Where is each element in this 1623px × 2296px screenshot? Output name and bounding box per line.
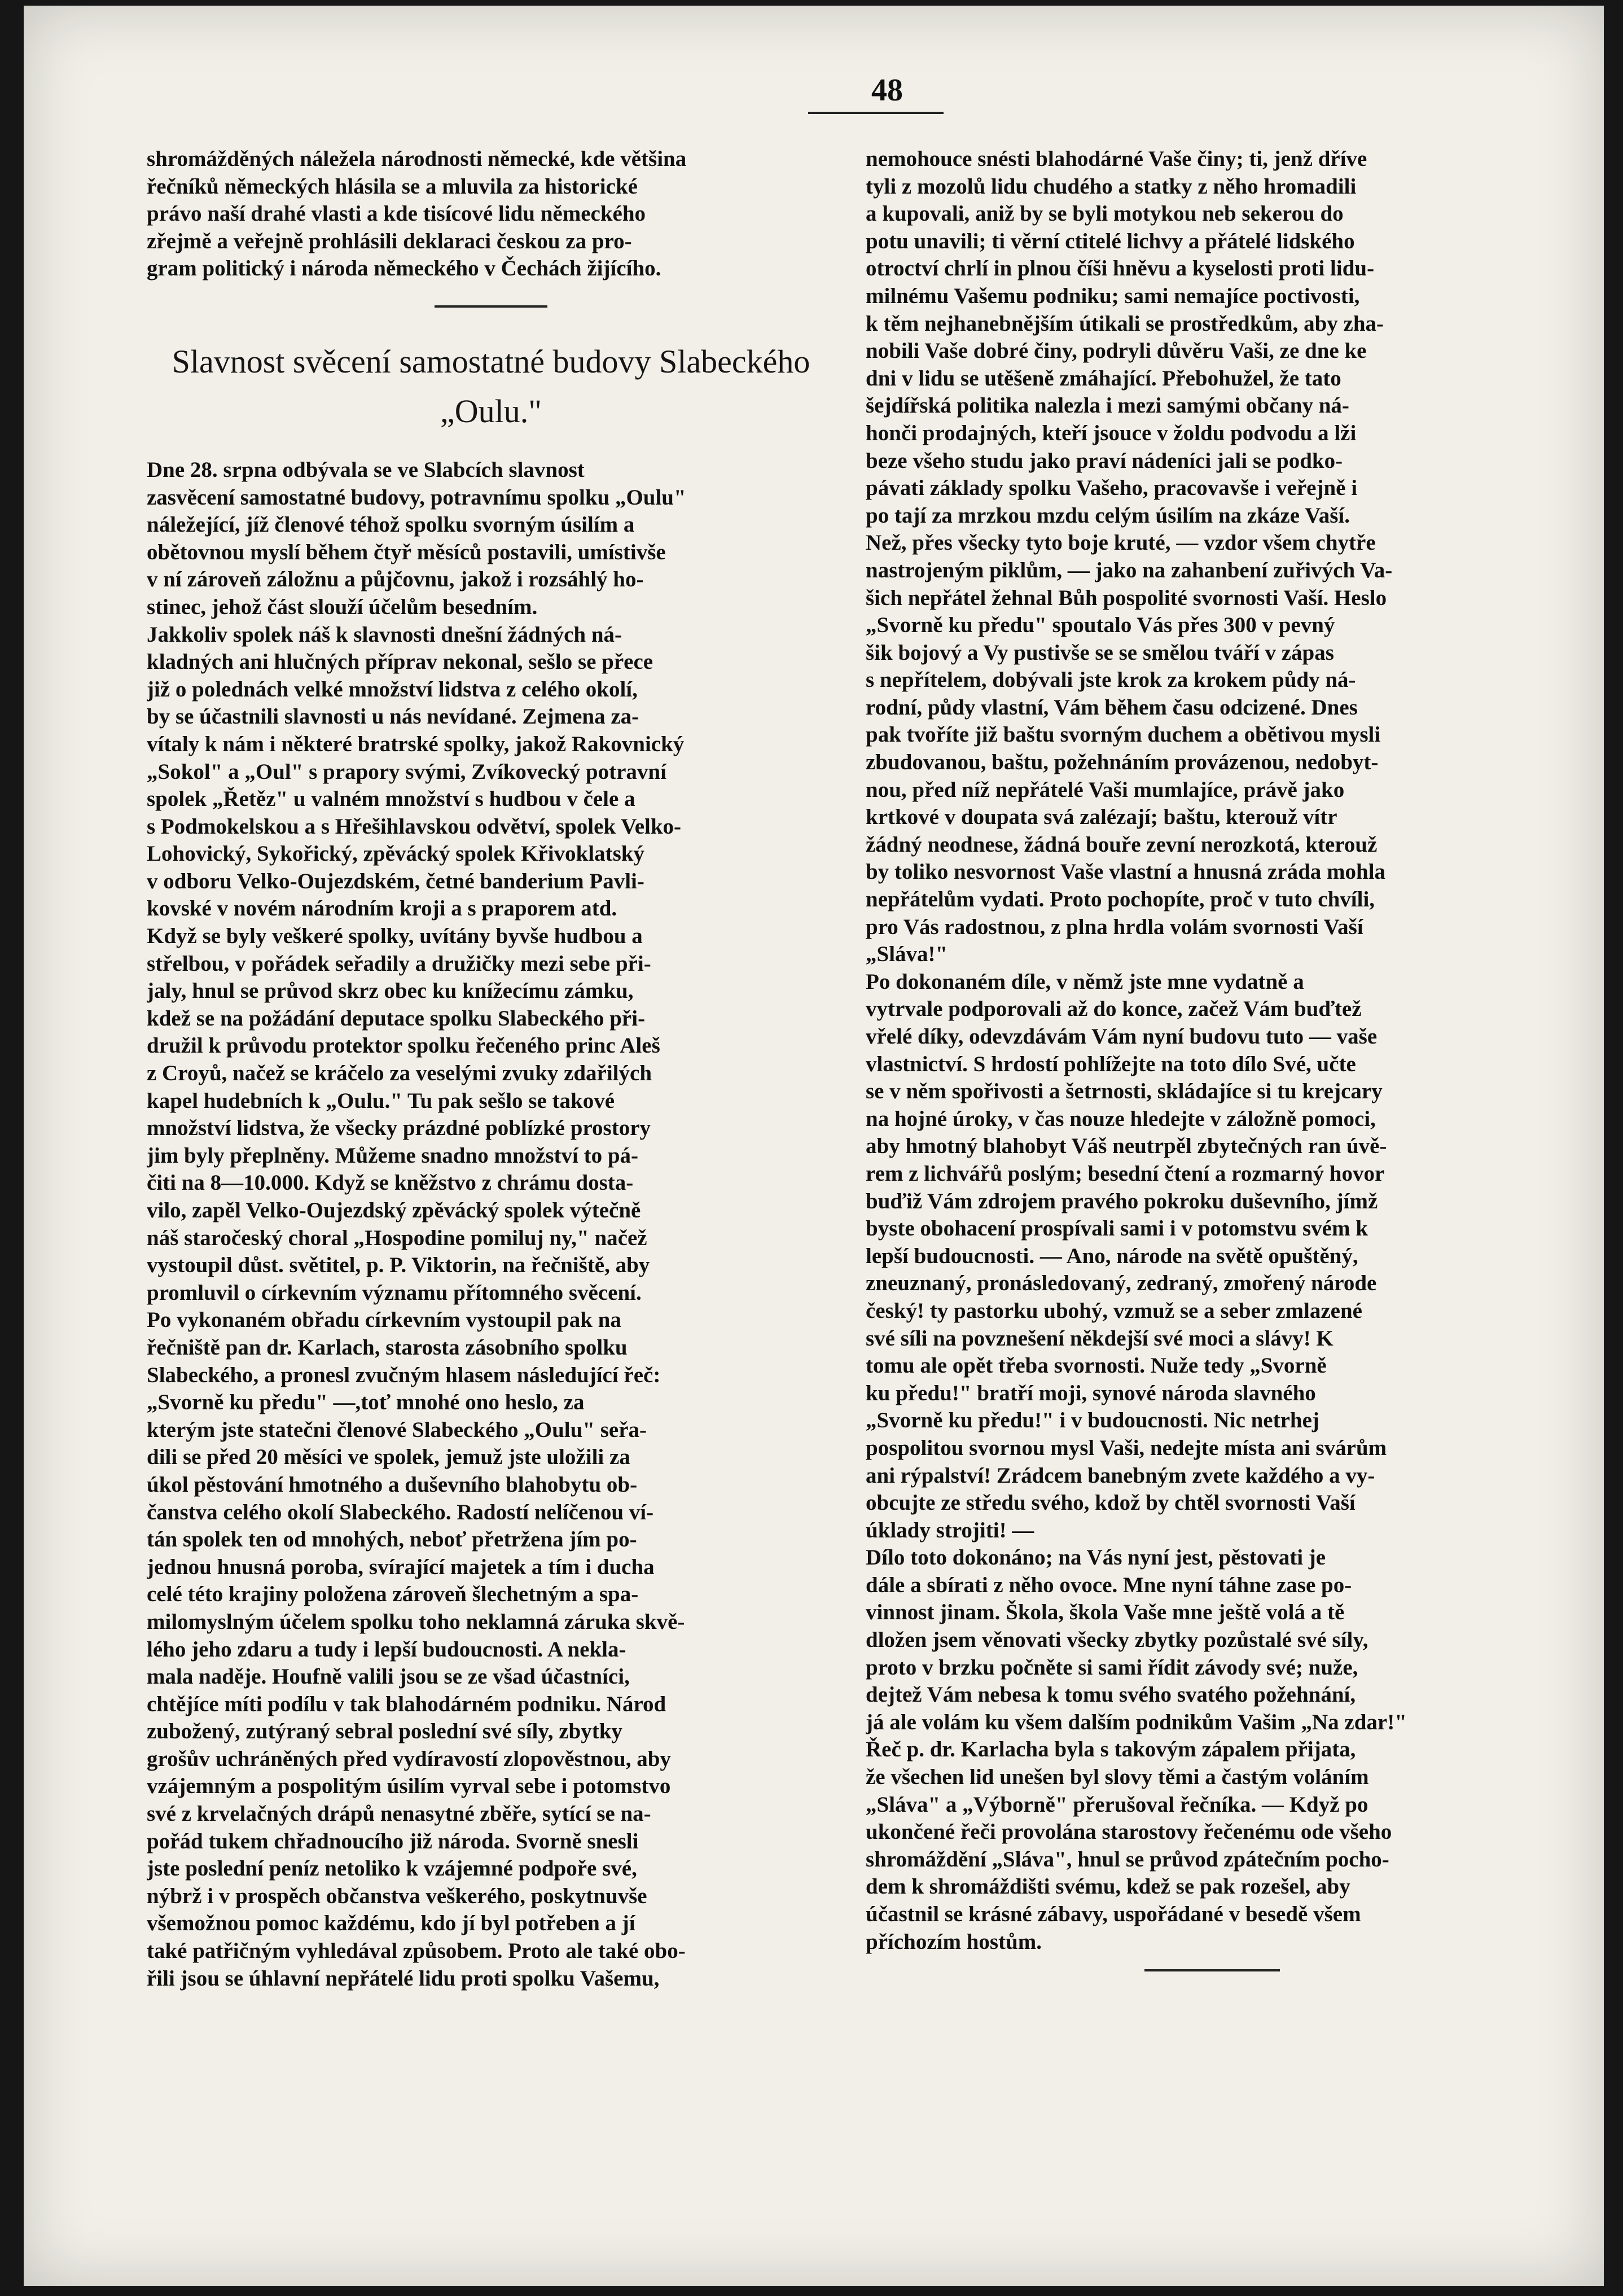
text-line: jaly, hnul se průvod skrz obec ku knížecímu zámku, <box>147 979 634 1004</box>
text-line: zbudovanou, baštu, požehnáním provázenou, nedobyt- <box>866 750 1379 775</box>
text-line: své síli na povznešení někdejší své moci a slávy! K <box>866 1326 1334 1351</box>
section-divider <box>435 305 547 308</box>
text-line: vytrvale podporovali až do konce, začež Vám buďtež <box>866 997 1362 1022</box>
text-line: Slabeckého, a pronesl zvučným hlasem následující řeč: <box>147 1362 661 1387</box>
text-line: v odboru Velko-Oujezdském, četné banderium Pavli- <box>147 869 644 893</box>
text-line: z Croyů, načež se kráčelo za veselými zvuky zdařilých <box>147 1061 652 1086</box>
text-line: vinnost jinam. Škola, škola Vaše mne ještě volá a tě <box>866 1600 1345 1625</box>
text-line: vzájemným a pospolitým úsilím vyrval sebe i potomstvo <box>147 1774 671 1799</box>
text-line: byste obohacení prospívali sami i v potomstvu svém k <box>866 1216 1368 1241</box>
text-line: pořád tukem chřadnoucího již národa. Svorně snesli <box>147 1829 639 1854</box>
text-line: český! ty pastorku ubohý, vzmuž se a seber zmlazené <box>866 1298 1362 1323</box>
text-line: řečníků německých hlásila se a mluvila za historické <box>147 174 638 199</box>
text-line: dili se před 20 měsíci ve spolek, jemuž jste uložili za <box>147 1445 630 1470</box>
text-line: střelbou, v pořádek seřadily a družičky mezi sebe při- <box>147 951 651 976</box>
text-line: Dílo toto dokonáno; na Vás nyní jest, pěstovati je <box>866 1545 1326 1570</box>
intro-paragraph <box>147 146 835 283</box>
text-line: já ale volám ku všem dalším podnikům Vašim „Na zdar!" <box>866 1710 1407 1734</box>
text-line: zřejmě a veřejně prohlásili deklaraci českou za pro- <box>147 229 632 253</box>
text-line: právo naší drahé vlasti a kde tisícové lidu německého <box>147 201 646 226</box>
text-line: nýbrž i v prospěch občanstva veškerého, poskytnuvše <box>147 1883 647 1908</box>
text-line: mala naděje. Houfně valili jsou se ze všad účastníci, <box>147 1664 630 1689</box>
text-line: náš staročeský choral „Hospodine pomiluj ny," načež <box>147 1225 647 1250</box>
text-line: chtějíce míti podílu v tak blahodárném podniku. Národ <box>147 1692 666 1716</box>
right-column <box>866 146 1559 1971</box>
text-line: honči prodajných, kteří jsouce v žoldu podvodu a lži <box>866 420 1357 445</box>
text-line: by toliko nesvornost Vaše vlastní a hnusná zráda mohla <box>866 860 1386 884</box>
text-line: potu unavili; ti věrní ctitelé lichvy a přátelé lidského <box>866 229 1355 253</box>
text-line: úkol pěstování hmotného a duševního blahobytu ob- <box>147 1472 638 1497</box>
left-column <box>147 146 835 1992</box>
text-line: účastnil se krásné zábavy, uspořádané v besedě všem <box>866 1902 1361 1926</box>
text-line: dni v lidu se utěšeně zmáhající. Přebohužel, že tato <box>866 366 1341 391</box>
text-line: ani rýpalství! Zrádcem banebným zvete každého a vy- <box>866 1463 1375 1488</box>
text-line: pávati základy spolku Vašeho, pracovavše i veřejně i <box>866 476 1358 501</box>
text-line: jste poslední peníz netoliko k vzájemné podpoře své, <box>147 1856 637 1881</box>
text-line: kladných ani hlučných příprav nekonal, sešlo se přece <box>147 650 653 674</box>
text-line: Po dokonaném díle, v němž jste mne vydatně a <box>866 969 1304 994</box>
text-line: náležející, jíž členové téhož spolku svorným úsilím a <box>147 512 635 537</box>
text-line: nemohouce snésti blahodárné Vaše činy; ti, jenž dříve <box>866 147 1367 171</box>
text-line: promluvil o církevním významu přítomného svěcení. <box>147 1280 642 1305</box>
text-line: kterým jste statečni členové Slabeckého „Oulu" seřa- <box>147 1417 647 1442</box>
text-line: kdež se na požádání deputace spolku Slabeckého při- <box>147 1006 646 1031</box>
text-line: dložen jsem věnovati všecky zbytky pozůstalé své síly, <box>866 1628 1368 1653</box>
text-line: spolek „Řetěz" u valném množství s hudbou v čele a <box>147 787 635 812</box>
text-line: zubožený, zutýraný sebral poslední své síly, zbytky <box>147 1719 622 1744</box>
text-line: „Sokol" a „Oul" s prapory svými, Zvíkovecký potravní <box>147 759 666 784</box>
text-line: s nepřítelem, dobývali jste krok za krokem půdy ná- <box>866 668 1356 693</box>
text-line: otroctví chrlí in plnou číši hněvu a kyselosti proti lidu- <box>866 256 1375 281</box>
text-line: všemožnou pomoc každému, kdo jí byl potřeben a jí <box>147 1911 635 1936</box>
text-line: jednou hnusná poroba, svírající majetek a tím i ducha <box>147 1554 655 1579</box>
text-line: celé této krajiny položena zároveň šlechetným a spa- <box>147 1582 639 1607</box>
text-line: dejtež Vám nebesa k tomu svého svatého požehnání, <box>866 1682 1356 1707</box>
article-headline: Slavnost svěcení samostatné budovy Slabeckého „Oulu." <box>172 343 810 430</box>
text-line: stinec, jehož část slouží účelům besedním. <box>147 594 538 619</box>
text-line: také patřičným vyhledával způsobem. Proto ale také obo- <box>147 1939 686 1964</box>
text-line: pak tvoříte již baštu svorným duchem a obětivou mysli <box>866 722 1381 747</box>
text-line: šik bojový a Vy pustivše se se smělou tváří v zápas <box>866 640 1334 665</box>
text-line: milnému Vašemu podniku; sami nemajíce poctivosti, <box>866 283 1360 308</box>
text-line: Jakkoliv spolek náš k slavnosti dnešní žádných ná- <box>147 622 622 647</box>
text-line: obětovnou myslí během čtyř měsíců postavili, umístivše <box>147 540 666 564</box>
text-line: proto v brzku počněte si sami řídit závody své; nuže, <box>866 1655 1358 1680</box>
text-line: k těm nejhanebnějším útikali se prostředkům, aby zha- <box>866 311 1384 336</box>
text-line: s Podmokelskou a s Hřešihlavskou odvětví, spolek Velko- <box>147 814 682 839</box>
text-line: žádný neodnese, žádná bouře zevní nerozkotá, kterouž <box>866 832 1378 857</box>
text-line: své z krvelačných drápů nenasytné zběře, sytící se na- <box>147 1802 651 1826</box>
text-line: šich nepřátel žehnal Bůh pospolité svornosti Vaší. Heslo <box>866 585 1387 610</box>
text-line: krtkové v doupata svá zalézají; baštu, kterouž vítr <box>866 805 1337 830</box>
text-line: Řeč p. dr. Karlacha byla s takovým zápalem přijata, <box>866 1737 1356 1762</box>
text-line: vystoupil důst. světitel, p. P. Viktorin, na řečniště, aby <box>147 1253 650 1278</box>
text-line: množství lidstva, že všecky prázdné poblízké prostory <box>147 1116 651 1141</box>
text-line: vřelé díky, odevzdávám Vám nyní budovu tuto — vaše <box>866 1024 1378 1049</box>
text-line: dále a sbírati z něho ovoce. Mne nyní táhne zase po- <box>866 1572 1352 1597</box>
text-line: nepřátelům vydati. Proto pochopíte, proč v tuto chvíli, <box>866 887 1375 912</box>
text-line: vlastnictví. S hrdostí pohlížejte na toto dílo Své, učte <box>866 1051 1356 1076</box>
text-line: tán spolek ten od mnohých, neboť přetržena jím po- <box>147 1527 637 1552</box>
text-line: nastrojeným piklům, — jako na zahanbení zuřivých Va- <box>866 558 1393 582</box>
text-line: zneuznaný, pronásledovaný, zedraný, zmořený národe <box>866 1271 1377 1296</box>
text-line: družil k průvodu protektor spolku řečeného princ Aleš <box>147 1033 660 1058</box>
page-number-rule <box>808 112 944 114</box>
text-line: a kupovali, aniž by se byli motykou neb sekerou do <box>866 201 1344 226</box>
text-line: „Sláva!" <box>866 942 948 967</box>
text-line: lého jeho zdaru a tudy i lepší budoucnosti. A nekla- <box>147 1637 626 1662</box>
text-line: na hojné úroky, v čas nouze hledejte v záložně pomoci, <box>866 1106 1376 1131</box>
text-line: Než, přes všecky tyto boje kruté, — vzdor všem chytře <box>866 531 1376 555</box>
text-line: „Svorně ku předu" spoutalo Vás přes 300 v pevný <box>866 613 1335 638</box>
text-line: ukončené řeči provolána starostovy řečenému ode všeho <box>866 1820 1392 1844</box>
text-line: čanstva celého okolí Slabeckého. Radostí nelíčenou ví- <box>147 1500 654 1524</box>
text-line: v ní zároveň záložnu a půjčovnu, jakož i rozsáhlý ho- <box>147 567 644 592</box>
text-line: tyli z mozolů lidu chudého a statky z něho hromadili <box>866 174 1357 199</box>
text-line: aby hmotný blahobyt Váš neutrpěl zbytečných ran úvě- <box>866 1134 1387 1159</box>
page-number: 48 <box>871 73 903 108</box>
text-line: již o polednách velké množství lidstva z celého okolí, <box>147 677 638 702</box>
text-line: řili jsou se úhlavní nepřátelé lidu proti spolku Vašemu, <box>147 1966 660 1991</box>
text-line: buďiž Vám zdrojem pravého pokroku duševního, jímž <box>866 1189 1378 1213</box>
text-line: shromáždění „Sláva", hnul se průvod zpátečním pocho- <box>866 1847 1389 1872</box>
article-end-rule <box>1144 1969 1280 1971</box>
text-line: příchozím hostům. <box>866 1929 1042 1954</box>
text-line: Dne 28. srpna odbývala se ve Slabcích slavnost <box>147 457 585 482</box>
text-line: se v něm spořivosti a šetrnosti, skládajíce si tu krejcary <box>866 1079 1383 1104</box>
text-line: obcujte ze středu svého, kdož by chtěl svornosti Vaší <box>866 1491 1356 1515</box>
text-line: vítaly k nám i některé bratrské spolky, jakož Rakovnický <box>147 731 685 756</box>
text-line: by se účastnili slavnosti u nás nevídané. Zejmena za- <box>147 704 639 729</box>
newspaper-page <box>24 6 1604 2286</box>
text-line: pospolitou svornou mysl Vaši, nedejte místa ani svárům <box>866 1435 1387 1460</box>
article-text-left <box>147 457 835 1992</box>
text-line: rem z lichvářů poslým; besední čtení a rozmarný hovor <box>866 1161 1385 1186</box>
text-line: shromážděných náležela národnosti německé, kde většina <box>147 147 687 171</box>
text-line: nou, před níž nepřátelé Vaši mumlajíce, právě jako <box>866 777 1345 802</box>
text-line: že všechen lid unešen byl slovy těmi a častým voláním <box>866 1765 1369 1790</box>
text-line: jim byly přeplněny. Můžeme snadno množství to pá- <box>147 1143 639 1168</box>
text-line: pro Vás radostnou, z plna hrdla volám svornosti Vaší <box>866 914 1363 939</box>
text-line: Lohovický, Sykořický, zpěvácký spolek Křivoklatský <box>147 842 644 866</box>
text-line: řečniště pan dr. Karlach, starosta zásobního spolku <box>147 1335 628 1360</box>
text-line: milomyslným účelem spolku toho neklamná záruka skvě- <box>147 1609 685 1634</box>
text-line: Když se byly veškeré spolky, uvítány byvše hudbou a <box>147 924 643 949</box>
text-line: kapel hudebních k „Oulu." Tu pak sešlo se takové <box>147 1088 615 1113</box>
text-line: vilo, zapěl Velko-Oujezdský zpěvácký spolek výtečně <box>147 1198 641 1223</box>
text-line: nobili Vaše dobré činy, podryli důvěru Vaši, ze dne ke <box>866 339 1367 363</box>
text-line: čiti na 8—10.000. Když se kněžstvo z chrámu dosta- <box>147 1171 634 1195</box>
text-line: šejdířská politika nalezla i mezi samými občany ná- <box>866 393 1349 418</box>
text-line: dem k shromáždišti svému, kdež se pak rozešel, aby <box>866 1874 1350 1899</box>
text-line: grošův uchráněných před vydíravostí zlopověstnou, aby <box>147 1746 671 1771</box>
text-line: lepší budoucnosti. — Ano, národe na světě opuštěný, <box>866 1243 1358 1268</box>
text-line: kovské v novém národním kroji a s praporem atd. <box>147 896 617 921</box>
text-line: beze všeho studu jako praví nádeníci jali se podko- <box>866 448 1343 473</box>
text-line: po tají za mrzkou mzdu celým úsilím na zkáze Vaší. <box>866 503 1350 528</box>
text-line: zasvěcení samostatné budovy, potravnímu spolku „Oulu" <box>147 485 686 510</box>
text-line: „Sláva" a „Výborně" přerušoval řečníka. — Když po <box>866 1792 1368 1817</box>
text-line: „Svorně ku předu!" i v budoucnosti. Nic netrhej <box>866 1408 1319 1433</box>
text-line: úklady strojiti! — <box>866 1518 1034 1543</box>
text-line: gram politický i národa německého v Čechách žijícího. <box>147 256 661 281</box>
text-line: tomu ale opět třeba svornosti. Nuže tedy „Svorně <box>866 1353 1327 1378</box>
text-line: Po vykonaném obřadu církevním vystoupil pak na <box>147 1308 621 1333</box>
article-text-right <box>866 146 1559 1956</box>
text-line: rodní, půdy vlastní, Vám během času odcizené. Dnes <box>866 695 1358 720</box>
text-line: „Svorně ku předu" —,toť mnohé ono heslo, za <box>147 1390 585 1415</box>
text-line: ku předu!" bratří moji, synové národa slavného <box>866 1381 1316 1405</box>
